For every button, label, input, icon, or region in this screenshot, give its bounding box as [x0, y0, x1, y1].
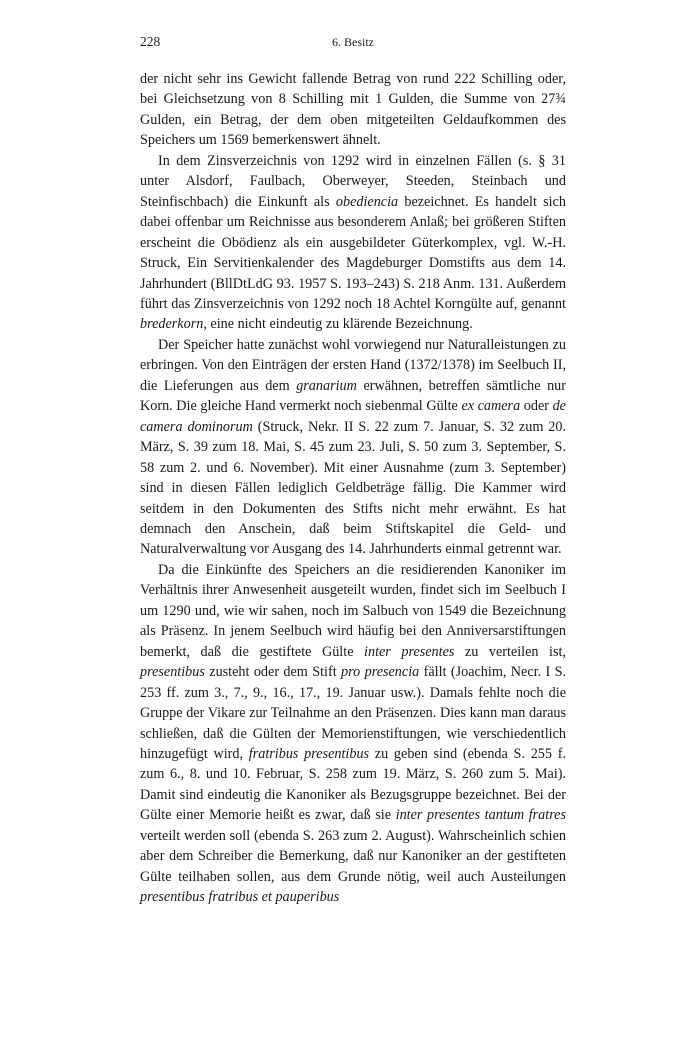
italic-term: inter presentes tantum fratres — [395, 807, 567, 824]
italic-term: de camera dominorum — [140, 398, 566, 435]
italic-term: presentibus — [140, 664, 205, 681]
text-run: zu verteilen ist, — [454, 643, 566, 660]
page-number: 228 — [140, 34, 161, 49]
text-run: , eine nicht eindeutig zu klärende Bezeichnung. — [203, 316, 473, 333]
paragraph — [140, 69, 566, 151]
italic-term: ex camera — [461, 398, 521, 415]
text-run: zu geben sind (ebenda S. 255 f. zum 6., 8. und 10. Februar, S. 258 zum 19. März, S. 260 zum 5. Mai). Damit sind eindeutig die Kanoniker als Bezugsgruppe bezeichnet. Bei der Gülte einer Memorie heißt es zwar, daß sie — [140, 745, 566, 824]
italic-term: fratribus presentibus — [248, 745, 370, 762]
italic-term: pro presencia — [341, 664, 420, 681]
text-run: erwähnen, betreffen sämtliche nur Korn. Die gleiche Hand vermerkt noch siebenmal Gülte — [140, 377, 566, 415]
text-run: Der Speicher hatte zunächst wohl vorwiegend nur Naturalleistungen zu erbringen. Von den Einträgen der ersten Hand (1372/1378) im Seelbuch II, die Lieferungen aus dem — [140, 336, 566, 394]
italic-term: presentibus fratribus et pauperibus — [140, 889, 340, 906]
body-text — [140, 69, 566, 908]
text-run: bezeichnet. Es handelt sich dabei offenbar um Reichnisse aus besonderem Anlaß; bei größeren Stiften erscheint die Obödienz als ein ausgebildeter Güterkomplex, vgl. W.-H. Struck, Ein Servitienkalender des Magdeburger Domstifts aus dem 14. Jahrhundert (BllDtLdG 93. 1957 S. 193–243) S. 218 Anm. 131. Außerdem führt das Zinsverzeichnis von 1292 noch 18 Achtel Korngülte auf, genannt — [140, 193, 566, 312]
italic-term: granarium — [296, 377, 357, 394]
italic-term: inter presentes — [364, 643, 455, 660]
text-run: fällt (Joachim, Necr. I S. 253 ff. zum 3., 7., 9., 16., 17., 19. Januar usw.). Damals fehlte noch die Gruppe der Vikare zur Teilnahme an den Präsenzen. Dies kann man daraus schließen, daß die Gülten der Memorienstiftungen, wie verschiedentlich hinzugefügt wird, — [140, 664, 567, 762]
paragraph — [140, 560, 566, 908]
text-run: In dem Zinsverzeichnis von 1292 wird in einzelnen Fällen (s. § 31 unter Alsdorf, Faulbach, Oberweyer, Steeden, Steinbach und Steinfischbach) die Einkunft als — [140, 152, 566, 210]
running-title: 6. Besitz — [332, 35, 374, 49]
text-run: Da die Einkünfte des Speichers an die residierenden Kanoniker im Verhältnis ihrer Anwesenheit ausgeteilt wurden, findet sich im Seelbuch I um 1290 und, wie wir sahen, noch im Salbuch von 1549 die Bezeichnung als Präsenz. In jenem Seelbuch wird häufig bei den Anniversarstiftungen bemerkt, daß die gestiftete Gülte — [140, 561, 566, 660]
italic-term: obediencia — [335, 193, 399, 210]
text-run: verteilt werden soll (ebenda S. 263 zum 2. August). Wahrscheinlich schien aber dem Schreiber die Bemerkung, daß nur Kanoniker an der gestifteten Gülte teilhaben sollen, aus dem Grunde nötig, weil auch Austeilungen — [140, 827, 566, 885]
text-run: oder — [520, 398, 553, 415]
page-header — [140, 34, 566, 54]
paragraph — [140, 151, 566, 335]
paragraph — [140, 335, 566, 560]
text-run: der nicht sehr ins Gewicht fallende Betrag von rund 222 Schilling oder, bei Gleichsetzung von 8 Schilling mit 1 Gulden, die Summe von 27¾ Gulden, ein Betrag, der dem oben mitgeteilten Geldaufkommen des Speichers um 1569 bemerkenswert ähnelt. — [140, 71, 566, 149]
text-run: (Struck, Nekr. II S. 22 zum 7. Januar, S. 32 zum 20. März, S. 39 zum 18. Mai, S. 45 zum 23. Juli, S. 50 zum 3. September, S. 58 zum 2. und 6. November). Mit einer Ausnahme (zum 3. September) sind in diesen Fällen lediglich Geldbeträge fällig. Die Kammer wird seitdem in den Dokumenten des Stifts nicht mehr erwähnt. Es hat demnach den Anschein, daß beim Stiftskapitel die Geld- und Naturalverwaltung vor Ausgang des 14. Jahrhunderts einmal getrennt war. — [140, 418, 566, 558]
text-run: zusteht oder dem Stift — [204, 664, 342, 681]
italic-term: brederkorn — [140, 316, 204, 333]
